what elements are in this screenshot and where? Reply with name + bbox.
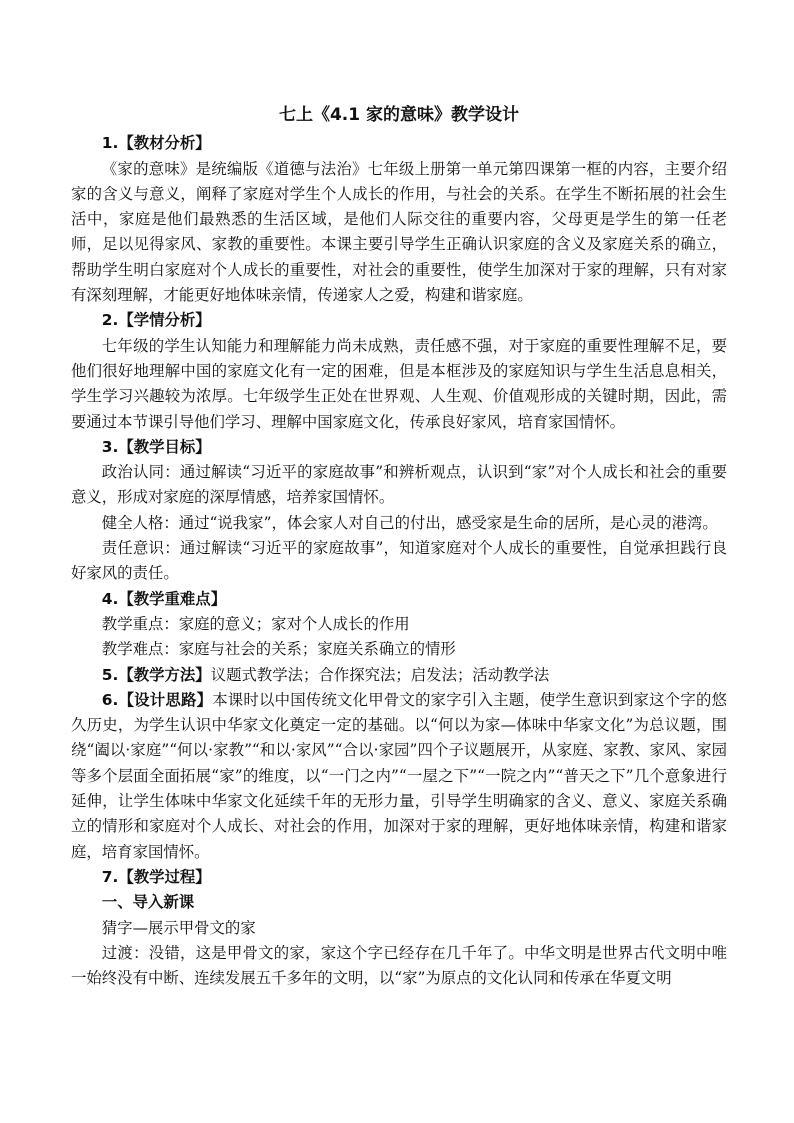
section-heading-textbook-analysis: 1.【教材分析】 <box>101 134 211 153</box>
design-idea-text: 本课时以中国传统文化甲骨文的家字引入主题，使学生意识到家这个字的悠久历史，为学生认识中华家文化奠定一定的基础。以“何以为家—体味中华家文化”为总议题，围绕“阖以·家庭”“何以·家教”“和以·家风”“合以·家园”四个子议题展开，从家庭、家教、家风、家园等多个层面全面拓展“家”的维度，以“一门之内”“一屋之下”“一院之内”“普天之下”几个意象进行延伸，让学生体味中华家文化延续千年的无形力量，引导学生明确家的含义、意义、家庭关系确立的情形和家庭对个人成长、对社会的作用，加深对于家的理解，更好地体味亲情，构建和谐家庭，培育家国情怀。 <box>71 690 727 861</box>
document-title: 七上《4.1 家的意味》教学设计 <box>278 105 520 125</box>
paragraph-goal-political: 政治认同：通过解读“习近平的家庭故事”和辨析观点，认识到“家”对个人成长和社会的重要意义，形成对家庭的深厚情感，培养家国情怀。 <box>71 463 727 507</box>
section-heading-student-analysis: 2.【学情分析】 <box>101 311 211 330</box>
section-heading-key-difficult-points: 4.【教学重难点】 <box>101 589 227 608</box>
section-heading-teaching-goals: 3.【教学目标】 <box>101 437 211 456</box>
paragraph-key-point: 教学重点：家庭的意义；家对个人成长的作用 <box>101 614 410 633</box>
paragraph-textbook-analysis: 《家的意味》是统编版《道德与法治》七年级上册第一单元第四课第一框的内容，主要介绍家的含义与意义，阐释了家庭对学生个人成长的作用，与社会的关系。在学生不断拓展的社会生活中，家庭是他们最熟悉的生活区域，是他们人际交往的重要内容，父母更是学生的第一任老师，足以见得家风、家教的重要性。本课主要引导学生正确认识家庭的含义及家庭关系的确立，帮助学生明白家庭对个人成长的重要性，对社会的重要性，使学生加深对于家的理解，只有对家有深刻理解，才能更好地体味亲情，传递家人之爱，构建和谐家庭。 <box>71 159 727 305</box>
paragraph-goal-personality: 健全人格：通过“说我家”，体会家人对自己的付出，感受家是生命的居所，是心灵的港湾。 <box>101 513 718 532</box>
section-teaching-methods <box>71 663 727 688</box>
subheading-introduction: 一、导入新课 <box>101 893 195 912</box>
paragraph-student-analysis: 七年级的学生认知能力和理解能力尚未成熟，责任感不强，对于家庭的重要性理解不足，要他们很好地理解中国的家庭文化有一定的困难，但是本框涉及的家庭知识与学生生活息息相关，学生学习兴趣较为浓厚。七年级学生正处在世界观、人生观、价值观形成的关键时期，因此，需要通过本节课引导他们学习、理解中国家庭文化，传承良好家风，培育家国情怀。 <box>71 336 727 431</box>
section-design-idea <box>71 688 727 865</box>
document-body <box>71 103 727 991</box>
section-heading-design-idea: 6.【设计思路】 <box>101 690 213 709</box>
section-heading-teaching-methods: 5.【教学方法】 <box>101 665 211 684</box>
paragraph-difficult-point: 教学难点：家庭与社会的关系；家庭关系确立的情形 <box>101 640 456 659</box>
teaching-methods-text: 议题式教学法；合作探究法；启发法；活动教学法 <box>210 665 550 684</box>
paragraph-goal-responsibility: 责任意识：通过解读“习近平的家庭故事”，知道家庭对个人成长的重要性，自觉承担践行良好家风的责任。 <box>71 539 727 583</box>
paragraph-transition: 过渡：没错，这是甲骨文的家，家这个字已经存在几千年了。中华文明是世界古代文明中唯一始终没有中断、连续发展五千多年的文明，以“家”为原点的文化认同和传承在华夏文明 <box>71 943 727 988</box>
section-heading-teaching-process: 7.【教学过程】 <box>101 867 211 886</box>
paragraph-guess-character: 猜字—展示甲骨文的家 <box>101 918 256 937</box>
